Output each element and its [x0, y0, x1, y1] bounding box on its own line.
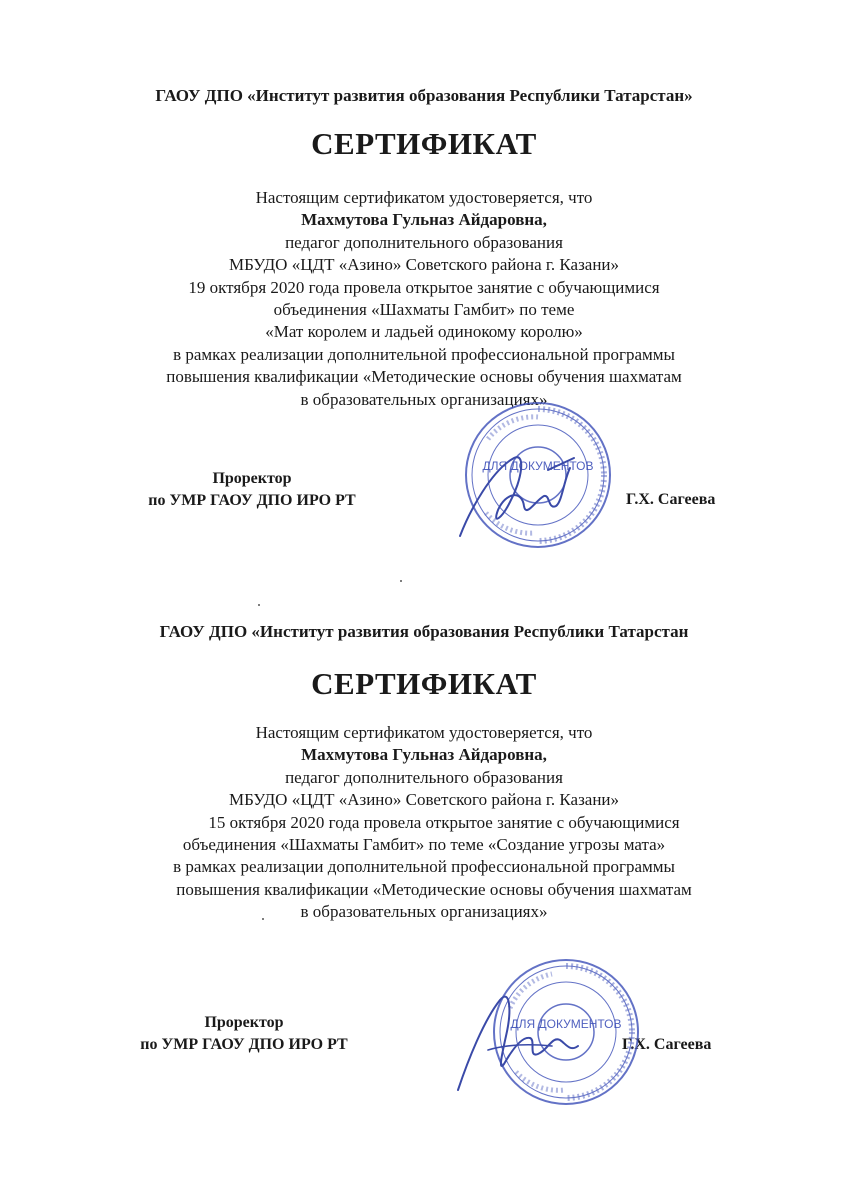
- body-line-course-end: в образовательных организациях»: [300, 389, 548, 409]
- stamp-text: ДЛЯ ДОКУМЕНТОВ: [510, 1017, 622, 1031]
- signature: [448, 980, 598, 1100]
- certificate-body: [0, 722, 848, 924]
- body-line-date: 19 октября 2020 года провела открытое занятие с обучающимися: [188, 277, 660, 297]
- body-line-topic: «Мат королем и ладьей одинокому королю»: [265, 322, 583, 342]
- signatory-role-line1: Проректор: [204, 1014, 284, 1031]
- certificate-2: [0, 600, 848, 1200]
- certificate-title: СЕРТИФИКАТ: [311, 666, 537, 701]
- signatory-name: Г.Х. Сагеева: [626, 491, 716, 508]
- body-line-date: 15 октября 2020 года провела открытое занятие с обучающимися: [208, 812, 680, 832]
- body-line-program: в рамках реализации дополнительной профессиональной программы: [173, 857, 675, 877]
- organization-name: ГАОУ ДПО «Институт развития образования Республики Татарстан: [159, 622, 689, 641]
- signatory-role: [104, 1012, 384, 1056]
- certificate-body: [0, 187, 848, 411]
- recipient-position: педагог дополнительного образования: [285, 232, 563, 252]
- recipient-institution: МБУДО «ЦДТ «Азино» Советского района г. Казани»: [228, 790, 620, 810]
- recipient-name: Махмутова Гульназ Айдаровна,: [301, 745, 547, 765]
- signatory-name: Г.Х. Сагеева: [622, 1036, 712, 1053]
- signatory-role-line1: Проректор: [212, 470, 292, 487]
- signatory-role-line2: по УМР ГАОУ ДПО ИРО РТ: [140, 1036, 348, 1053]
- body-line-intro: Настоящим сертификатом удостоверяется, что: [255, 188, 593, 207]
- body-line-program: в рамках реализации дополнительной профессиональной программы: [173, 344, 675, 364]
- body-line-group: объединения «Шахматы Гамбит» по теме: [273, 300, 575, 320]
- scan-speck: [262, 918, 264, 920]
- signature: [452, 440, 592, 550]
- recipient-name: Махмутова Гульназ Айдаровна,: [301, 210, 547, 230]
- recipient-institution: МБУДО «ЦДТ «Азино» Советского района г. Казани»: [228, 255, 620, 275]
- body-line-intro: Настоящим сертификатом удостоверяется, что: [255, 723, 593, 742]
- signatory-role-line2: по УМР ГАОУ ДПО ИРО РТ: [148, 492, 356, 509]
- scan-speck: [400, 580, 402, 582]
- organization-name: ГАОУ ДПО «Институт развития образования Республики Татарстан»: [155, 86, 693, 105]
- scan-speck: [258, 604, 260, 606]
- recipient-position: педагог дополнительного образования: [285, 767, 563, 787]
- body-line-course: повышения квалификации «Методические основы обучения шахматам: [176, 879, 692, 899]
- body-line-course: повышения квалификации «Методические основы обучения шахматам: [166, 367, 682, 387]
- stamp-text: ДЛЯ ДОКУМЕНТОВ: [482, 459, 594, 473]
- signatory-role: [120, 468, 384, 512]
- certificate-title: СЕРТИФИКАТ: [311, 126, 537, 161]
- body-line-course-end: в образовательных организациях»: [300, 902, 548, 922]
- body-line-group-topic: объединения «Шахматы Гамбит» по теме «Создание угрозы мата»: [182, 835, 666, 855]
